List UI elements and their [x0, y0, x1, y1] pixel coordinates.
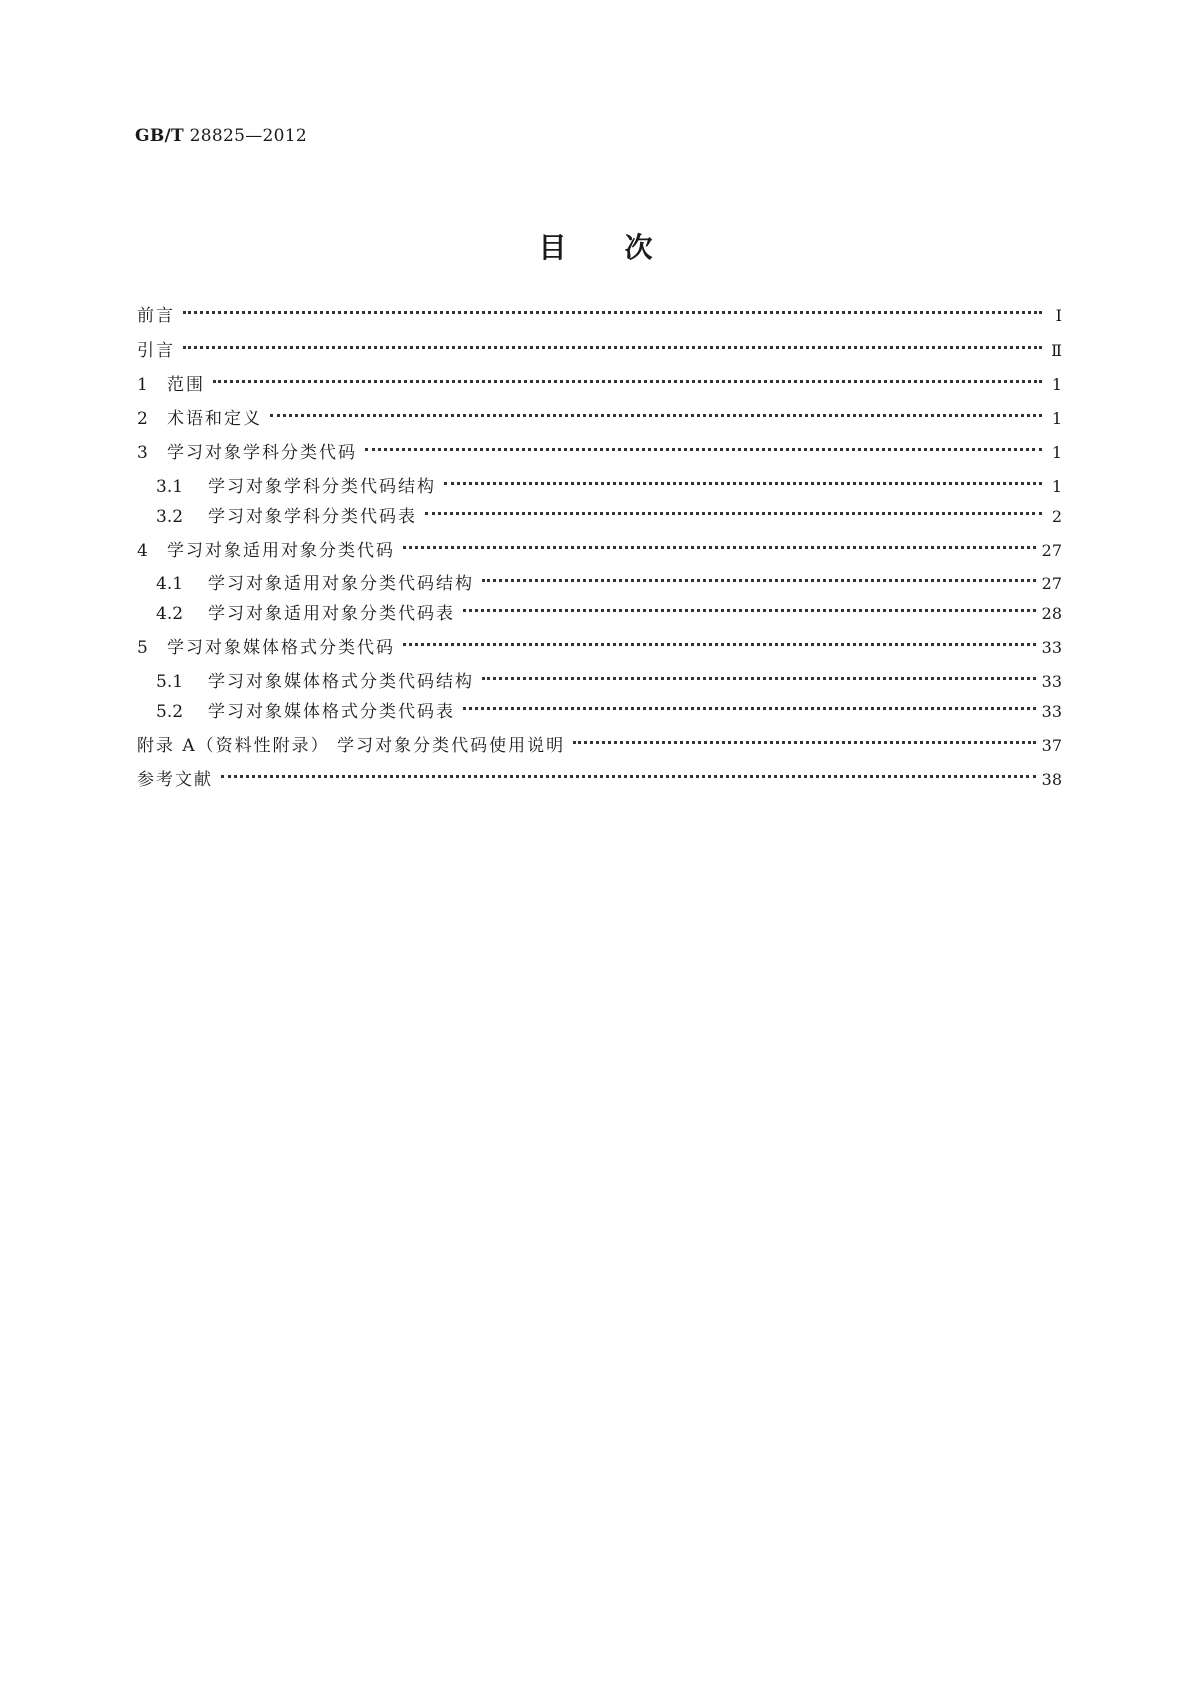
toc-entry-section-5-2[interactable]: [156, 699, 1062, 725]
toc-entry-number: 2: [137, 409, 148, 429]
toc-entry-section-3-1[interactable]: [156, 474, 1062, 500]
toc-entry-page: 37: [1041, 736, 1062, 755]
toc-entry-foreword[interactable]: [137, 303, 1062, 329]
toc-entry-page: 1: [1051, 375, 1062, 394]
toc-entry-page: 33: [1041, 702, 1062, 721]
toc-entry-page: Ⅰ: [1055, 306, 1062, 325]
toc-entry-label: 学习对象媒体格式分类代码结构: [208, 672, 474, 692]
toc-entry-number: 3.2: [156, 507, 184, 527]
toc-entry-label: 学习对象学科分类代码结构: [208, 477, 436, 497]
toc-leader-dots: [183, 311, 1042, 314]
toc-entry-label: 参考文献: [137, 770, 213, 790]
toc-leader-dots: [425, 512, 1042, 515]
toc-entry-label: 学习对象学科分类代码: [167, 443, 357, 463]
toc-leader-dots: [463, 707, 1036, 710]
toc-entry-page: 33: [1041, 638, 1062, 657]
toc-leader-dots: [221, 775, 1036, 778]
toc-entry-number: 4: [137, 541, 148, 561]
toc-leader-dots: [482, 579, 1036, 582]
toc-entry-section-3-2[interactable]: [156, 504, 1062, 530]
toc-leader-dots: [403, 546, 1036, 549]
toc-entry-number: 5: [137, 638, 148, 658]
toc-leader-dots: [482, 677, 1036, 680]
toc-leader-dots: [365, 448, 1042, 451]
toc-entry-label: 学习对象适用对象分类代码: [167, 541, 395, 561]
toc-entry-bibliography[interactable]: [137, 767, 1062, 793]
toc-entry-number: 5.1: [156, 672, 184, 692]
toc-entry-page: 1: [1051, 443, 1062, 462]
toc-entry-section-5-1[interactable]: [156, 669, 1062, 695]
toc-leader-dots: [573, 741, 1036, 744]
toc-entry-label: 前言: [137, 306, 175, 326]
toc-entry-page: 1: [1051, 409, 1062, 428]
toc-entry-page: 38: [1041, 770, 1062, 789]
toc-entry-page: 2: [1051, 507, 1062, 526]
toc-entry-page: Ⅱ: [1051, 341, 1062, 360]
toc-entry-label: 学习对象媒体格式分类代码: [167, 638, 395, 658]
toc-entry-label: 术语和定义: [167, 409, 262, 429]
toc-entry-section-4-1[interactable]: [156, 571, 1062, 597]
standard-code-prefix: GB/T: [135, 126, 184, 146]
toc-entry-label: 附录 A（资料性附录） 学习对象分类代码使用说明: [137, 736, 566, 756]
toc-entry-number: 4.1: [156, 574, 184, 594]
toc-leader-dots: [463, 609, 1036, 612]
toc-entry-page: 1: [1051, 477, 1062, 496]
toc-entry-number: 3: [137, 443, 148, 463]
toc-entry-number: 1: [137, 375, 148, 395]
toc-entry-section-3[interactable]: [137, 440, 1062, 466]
toc-entry-number: 4.2: [156, 604, 184, 624]
toc-entry-terms[interactable]: [137, 406, 1062, 432]
toc-entry-label: 引言: [137, 341, 175, 361]
toc-entry-page: 27: [1041, 541, 1062, 560]
toc-entry-label: 学习对象媒体格式分类代码表: [208, 702, 455, 722]
toc-entry-appendix-a[interactable]: [137, 733, 1062, 759]
toc-entry-label: 学习对象适用对象分类代码表: [208, 604, 455, 624]
toc-title: 目次: [538, 231, 711, 264]
toc-entry-number: 3.1: [156, 477, 184, 497]
toc-entry-number: 5.2: [156, 702, 184, 722]
toc-entry-page: 28: [1041, 604, 1062, 623]
toc-entry-scope[interactable]: [137, 372, 1062, 398]
toc-entry-page: 27: [1041, 574, 1062, 593]
standard-code-number: 28825—2012: [189, 126, 308, 146]
toc-leader-dots: [403, 643, 1036, 646]
toc-leader-dots: [183, 346, 1042, 349]
toc-entry-section-5[interactable]: [137, 635, 1062, 661]
toc-entry-label: 范围: [167, 375, 205, 395]
toc-entry-section-4[interactable]: [137, 538, 1062, 564]
toc-entry-page: 33: [1041, 672, 1062, 691]
toc-entry-section-4-2[interactable]: [156, 601, 1062, 627]
toc-entry-label: 学习对象学科分类代码表: [208, 507, 417, 527]
toc-entry-introduction[interactable]: [137, 338, 1062, 364]
toc-leader-dots: [270, 414, 1042, 417]
toc-leader-dots: [444, 482, 1042, 485]
toc-leader-dots: [213, 380, 1042, 383]
toc-entry-label: 学习对象适用对象分类代码结构: [208, 574, 474, 594]
